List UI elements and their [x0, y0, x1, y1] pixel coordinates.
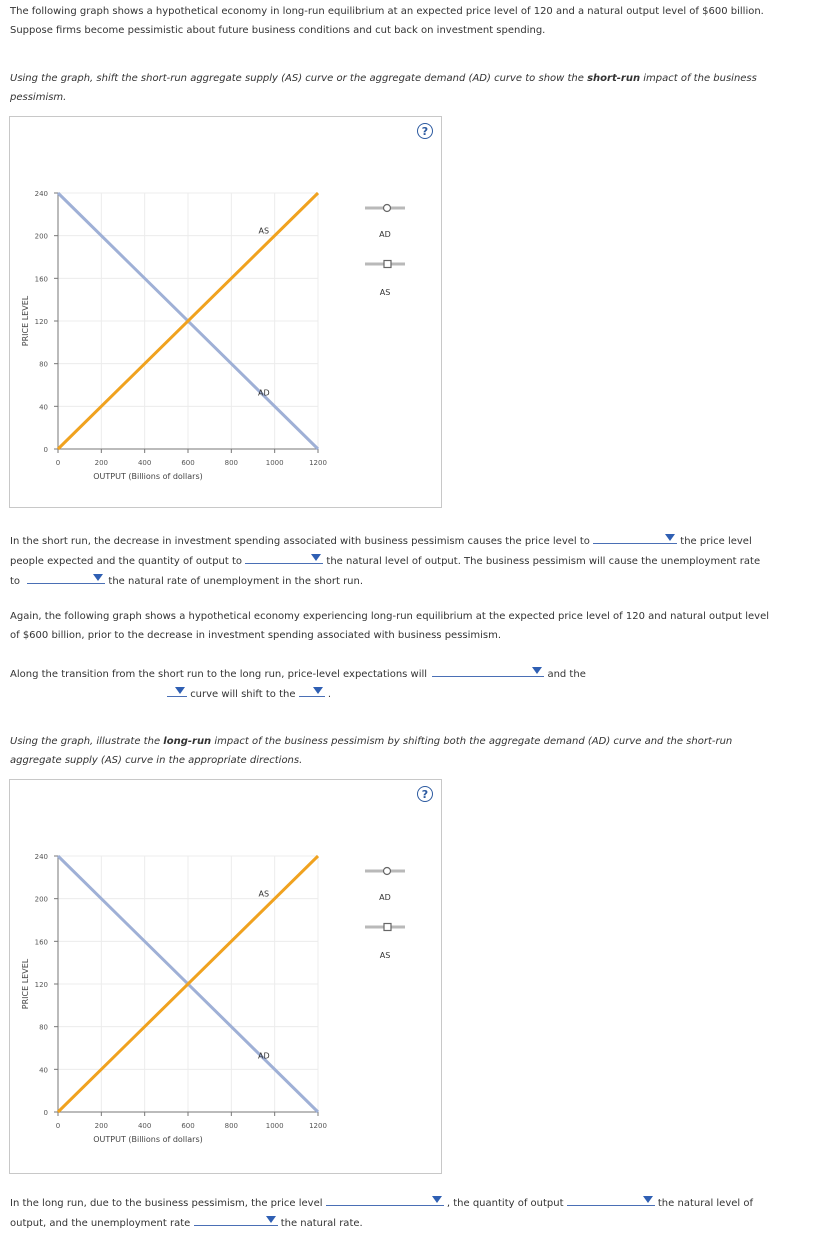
instruction-short-run	[10, 69, 810, 107]
intro-line-1: The following graph shows a hypothetical economy in long-run equilibrium at an expected price level of 120 and a natural output level of $600 billion.	[10, 6, 764, 17]
q1-text-3: people expected and the quantity of output to	[10, 556, 243, 567]
instruction-1-post: impact of the business	[640, 73, 757, 84]
dropdown-arrow-icon	[313, 687, 323, 694]
as-curve-label: AS	[258, 889, 270, 899]
y-tick-label: 240	[34, 853, 48, 861]
paragraph-again	[10, 607, 810, 645]
y-tick-label: 40	[39, 403, 48, 412]
paragraph-2-line-2: of $600 billion, prior to the decrease in investment spending associated with business pessimism.	[10, 630, 502, 641]
y-tick-label: 80	[39, 360, 48, 369]
x-tick-label: 0	[55, 1122, 61, 1130]
dropdown-arrow-icon	[665, 534, 675, 541]
dropdown-arrow-icon	[432, 1196, 442, 1203]
x-tick-label: 200	[94, 1122, 109, 1130]
x-tick-label: 800	[224, 1122, 239, 1130]
short-run-chart[interactable]	[10, 117, 441, 507]
q3-text-1: In the long run, due to the business pessimism, the price level	[10, 1198, 323, 1209]
instruction-2-post: impact of the business pessimism by shifting both the aggregate demand (AD) curve and the short-run	[211, 736, 733, 747]
instruction-2-pre: Using the graph, illustrate the	[10, 736, 164, 747]
x-tick-label: 0	[55, 459, 61, 467]
y-tick-label: 200	[34, 232, 48, 241]
legend-ad-label: AD	[379, 230, 391, 239]
q2-text-3: curve will shift to the	[190, 689, 296, 700]
y-tick-label: 200	[34, 895, 48, 904]
x-tick-label: 600	[181, 459, 195, 467]
dropdown-arrow-icon	[532, 667, 542, 674]
intro-line-2: Suppose firms become pessimistic about future business conditions and cut back on investment spending.	[10, 25, 546, 36]
q3-text-4: output, and the unemployment rate	[10, 1218, 191, 1229]
q3-text-5: the natural rate.	[280, 1218, 363, 1229]
x-tick-label: 400	[137, 1122, 152, 1130]
instruction-1-bold: short-run	[587, 73, 641, 84]
question-long-run	[10, 1193, 810, 1233]
dropdown-long-run-price-level[interactable]	[326, 1193, 444, 1206]
instruction-2-bold: long-run	[163, 736, 212, 747]
legend-as-square-icon	[384, 261, 391, 268]
dropdown-arrow-icon	[643, 1196, 653, 1203]
graph-panel-short-run	[9, 116, 442, 508]
y-tick-label: 120	[34, 318, 48, 326]
q1-text-6: the natural rate of unemployment in the short run.	[108, 576, 364, 587]
dropdown-direction[interactable]	[299, 684, 325, 697]
dropdown-long-run-unemployment[interactable]	[194, 1213, 278, 1226]
q1-text-2: the price level	[680, 536, 752, 547]
y-tick-label: 240	[34, 190, 48, 198]
instruction-1-pre: Using the graph, shift the short-run aggregate supply (AS) curve or the aggregate demand (AD) curve to show the	[10, 73, 588, 84]
paragraph-2-line-1: Again, the following graph shows a hypothetical economy experiencing long-run equilibrium at the expected price level of 120 and natural output level	[10, 611, 769, 622]
help-icon[interactable]: ?	[417, 786, 433, 802]
q1-text-5: to	[10, 576, 21, 587]
y-tick-label: 80	[39, 1023, 48, 1032]
dropdown-curve[interactable]	[167, 684, 187, 697]
ad-curve-label: AD	[258, 388, 270, 398]
y-tick-label: 160	[34, 275, 48, 284]
dropdown-arrow-icon	[93, 574, 103, 581]
dropdown-long-run-output[interactable]	[567, 1193, 655, 1206]
dropdown-short-run-unemployment[interactable]	[27, 571, 105, 584]
x-tick-label: 1200	[309, 459, 327, 467]
x-tick-label: 1000	[265, 1122, 284, 1130]
instruction-2-line-2: aggregate supply (AS) curve in the appropriate directions.	[10, 755, 303, 766]
dropdown-arrow-icon	[175, 687, 185, 694]
legend-ad-circle-icon	[384, 868, 391, 875]
y-tick-label: 0	[43, 446, 48, 454]
q1-text-1: In the short run, the decrease in investment spending associated with business pessimism causes the price level to	[10, 536, 590, 547]
legend-as-label: AS	[379, 288, 391, 297]
dropdown-short-run-price-level[interactable]	[593, 531, 677, 544]
y-tick-label: 40	[39, 1066, 48, 1075]
y-axis-label: PRICE LEVEL	[21, 295, 30, 347]
help-icon[interactable]: ?	[417, 123, 433, 139]
y-tick-label: 0	[43, 1109, 48, 1117]
legend-ad-label: AD	[379, 893, 391, 902]
long-run-chart[interactable]	[10, 780, 441, 1173]
y-axis-label: PRICE LEVEL	[21, 958, 30, 1010]
question-transition	[10, 664, 810, 704]
q2-text-1: Along the transition from the short run to the long run, price-level expectations will	[10, 669, 428, 680]
dropdown-short-run-output[interactable]	[245, 551, 323, 564]
x-tick-label: 400	[137, 459, 152, 467]
x-tick-label: 800	[224, 459, 239, 467]
q1-text-4: the natural level of output. The business pessimism will cause the unemployment rate	[326, 556, 761, 567]
x-axis-label: OUTPUT (Billions of dollars)	[93, 1135, 203, 1144]
x-tick-label: 200	[94, 459, 109, 467]
x-axis-label: OUTPUT (Billions of dollars)	[93, 472, 203, 481]
dropdown-expectations[interactable]	[432, 664, 544, 677]
dropdown-arrow-icon	[266, 1216, 276, 1223]
ad-curve-label: AD	[258, 1051, 270, 1061]
y-tick-label: 120	[34, 981, 48, 989]
y-tick-label: 160	[34, 938, 48, 947]
q3-text-3: the natural level of	[657, 1198, 753, 1209]
x-tick-label: 1000	[265, 459, 284, 467]
as-curve-label: AS	[258, 226, 270, 236]
question-short-run	[10, 531, 810, 591]
q2-text-4: .	[327, 689, 332, 700]
instruction-long-run	[10, 732, 810, 770]
dropdown-arrow-icon	[311, 554, 321, 561]
graph-panel-long-run	[9, 779, 442, 1174]
x-tick-label: 600	[181, 1122, 195, 1130]
legend-ad-circle-icon	[384, 205, 391, 212]
x-tick-label: 1200	[309, 1122, 327, 1130]
legend-as-square-icon	[384, 924, 391, 931]
q2-text-2: and the	[547, 669, 586, 680]
legend-as-label: AS	[379, 951, 391, 960]
instruction-1-line-2: pessimism.	[10, 92, 67, 103]
q3-text-2: , the quantity of output	[446, 1198, 564, 1209]
intro-text	[10, 2, 810, 40]
